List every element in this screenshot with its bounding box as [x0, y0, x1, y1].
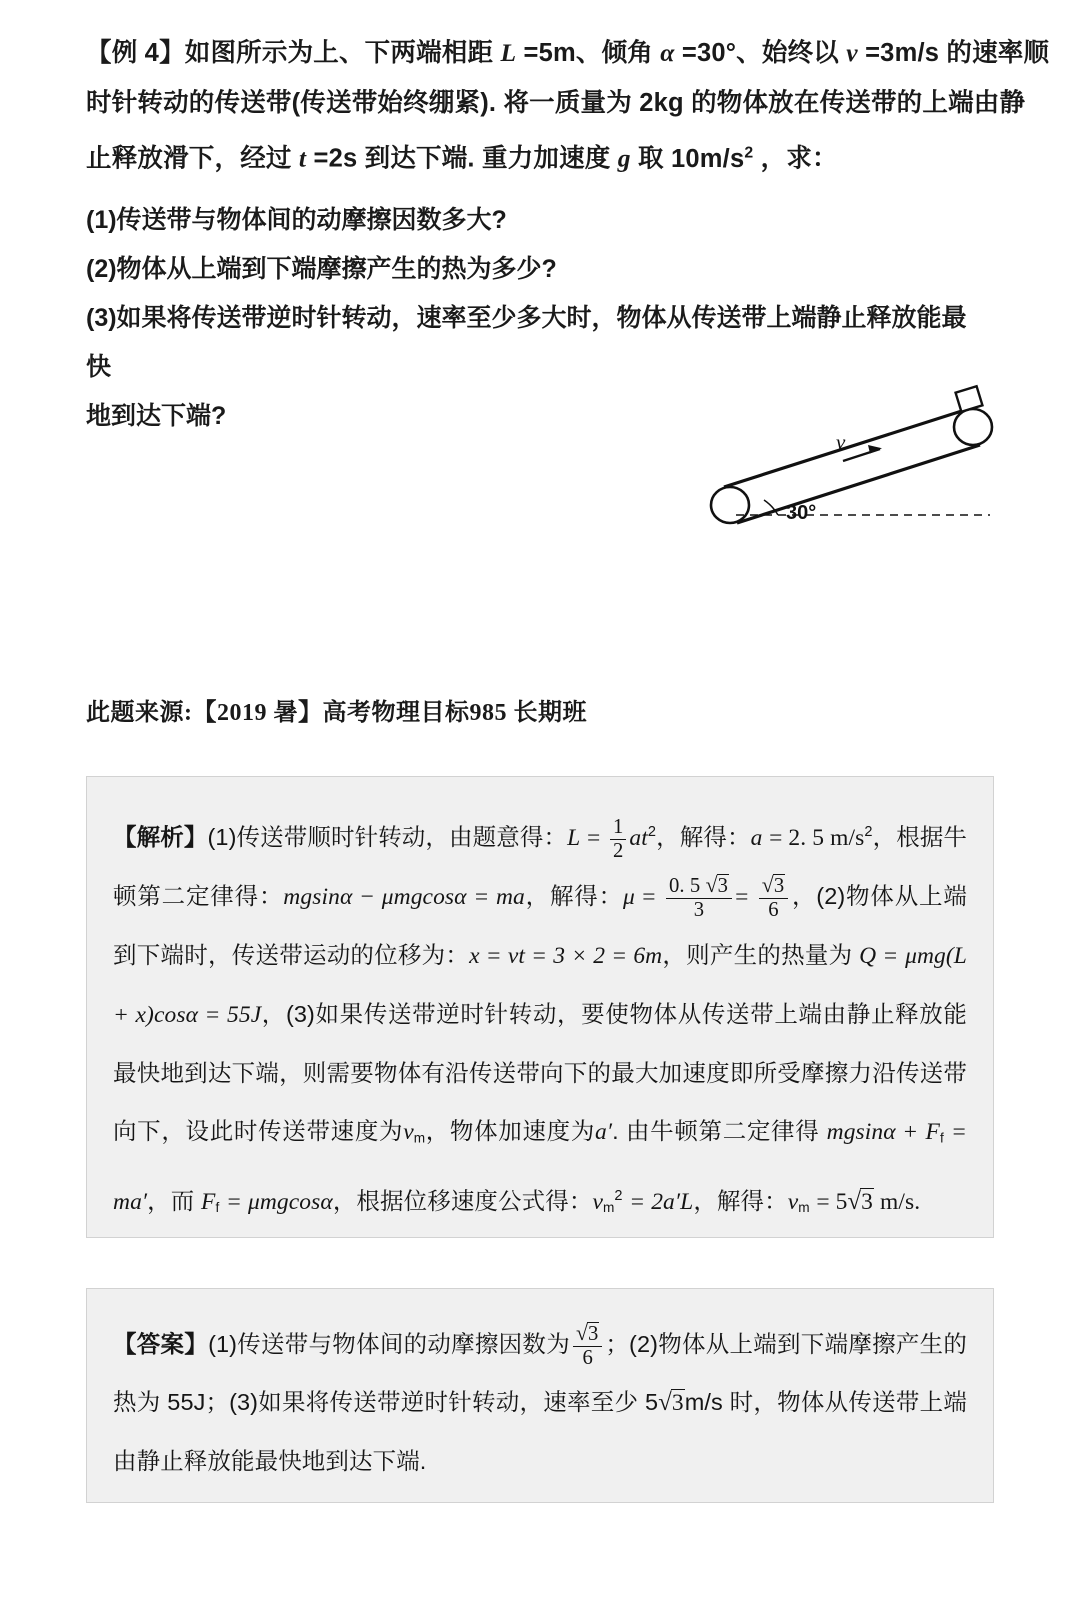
solution-seg-11: 释放能最快地到达下端，则需要物体有沿传送带向下的最大加速度即所受摩擦力沿: [113, 1000, 967, 1086]
answer-label: 【答案】: [113, 1331, 209, 1357]
solution-label: 【解析】: [113, 823, 208, 850]
solution-seg-21: ，解得：: [693, 1188, 788, 1215]
solution-seg-2: ，解得：: [656, 823, 751, 850]
solution-seg-12: 传送带向下，设此时传送带速度为: [113, 1059, 967, 1144]
conveyor-belt-figure: [690, 372, 1010, 537]
problem-line-1: 【例 4】如图所示为上、下两端相距 L =5m、倾角 α =30°、始终以 v =3m/s 的速率顺: [86, 38, 1050, 67]
solution-seg-1: (1)传送带顺时针转动，由题意得：: [207, 823, 568, 850]
answer-seg-4: m/s 时，物体从传送带上: [684, 1389, 944, 1415]
fraction-answer-mu: $\frac{√3}{6}$: [573, 1321, 602, 1370]
eq-mgsin-alpha: mgsinα +: [826, 1118, 919, 1145]
conveyor-belt-diagram: [690, 372, 1010, 537]
solution-seg-13: ，物体加速度为: [425, 1117, 596, 1144]
solution-seg-17: ，而: [147, 1188, 195, 1215]
problem-line-3: 止释放滑下，经过 t =2s 到达下端. 重力加速度 g 取 $10m/s^2$ ，求：: [86, 143, 838, 173]
solution-seg-14: . 由牛顿第二定律得: [612, 1117, 820, 1144]
answer-seg-3: 的热为 55J；(3)如果将传送带逆时针转动，速率至少 5: [113, 1331, 967, 1415]
eq-newton-second-law: mgsinα − μmgcosα = ma: [283, 883, 525, 910]
eq-heat-value: μmg(L + x)cosα = 55J: [113, 942, 967, 1028]
solution-seg-8: ，则产生的热量为: [662, 941, 853, 968]
sub-question-2: (2)物体从上端到下端摩擦产生的热为多少?: [86, 254, 557, 283]
sqrt-3-answer: √3: [658, 1389, 684, 1416]
solution-box: [86, 776, 994, 1238]
problem-line-2: 时针转动的传送带(传送带始终绷紧). 将一质量为 2kg 的物体放在传送带的上端由静: [86, 89, 1026, 117]
solution-seg-7: 从上端到下端时，传送带运动的位移为：: [113, 882, 967, 968]
fraction-mu-value-1: $\frac{0. 5 √3}{3}$: [666, 873, 732, 922]
problem-label: 【例 4】: [86, 39, 185, 67]
lower-pulley-icon: [711, 487, 749, 523]
sqrt-3-solution: √3: [847, 1188, 874, 1216]
answer-text: [113, 1315, 967, 1490]
source-line: 此题来源:【2019 暑】高考物理目标985 长期班: [86, 700, 587, 726]
answer-box: [86, 1288, 994, 1503]
solution-seg-6: ，(2)物体: [791, 882, 895, 909]
answer-seg-2: ；(2)物体从上端到下端摩擦产生: [605, 1331, 944, 1357]
answer-seg-1: (1)传送带与物体间的动摩擦因数为: [208, 1331, 570, 1357]
fraction-one-half: $\frac{1}{2}$: [610, 816, 626, 863]
solution-seg-10: ，(3)如果传送带逆时针转动，要使物体从传送带上端由静止: [261, 1000, 896, 1027]
eq-heat-symbol: Q =: [859, 942, 899, 969]
angle-label: 30°: [786, 502, 817, 524]
sub-question-3: (3)如果将传送带逆时针转动，速率至少多大时，物体从传送带上端静止释放能最快 地到达下端?: [86, 303, 967, 430]
solution-seg-3: ，根: [872, 823, 920, 850]
fraction-mu-value-2: $\frac{√3}{6}$: [759, 873, 788, 922]
upper-pulley-icon: [954, 409, 992, 445]
block-object-icon: [956, 386, 983, 412]
velocity-label: v: [836, 430, 846, 454]
eq-belt-displacement: x = vt = 3 × 2 = 6m: [469, 942, 663, 969]
solution-seg-20: ，根据位移速度公式得：: [332, 1188, 593, 1215]
solution-seg-4: 据牛顿第二定律得：: [113, 823, 968, 909]
belt-top-line: [724, 409, 968, 487]
solution-seg-5: ，解得：: [524, 882, 623, 909]
sub-question-1: (1)传送带与物体间的动摩擦因数多大?: [86, 205, 507, 234]
answer-seg-5: 端由静止释放能最快地到达下端.: [113, 1389, 967, 1474]
solution-text: 【解析】(1)传送带顺时针转动，由题意得：L = $\frac{1}{2}$ $at^2$，解得：a = 2. 5 $m/s^2$，根据牛顿第二定律得：mgsinα − μmgcosα = ma，解得：μ = $\frac{0. 5 √3}{3}$ = $\frac{√3}{6}$ ，(2)物体从上端到下端时，传送带运动的位移为：x = vt = 3 × 2 = 6m，则产生的热量为 Q = μmg(L + x)cosα = 55J，(3)如果传送带逆时针转动，要使物体从传送带上端由静止释放能最快地到达下端，则需要物体有沿传送带向下的最大加速度即所受摩擦力沿传送带向下，设此时传送带速度为$v_m$，物体加速度为a′. 由牛顿第二定律得 $mgsin\alpha + F_f = ma'$，而 $F_f = \mu mgcos\alpha$，根据位移速度公式得：$v_m^2 = 2a'L$，解得：$v_m = 5√3$ m/s.: [113, 803, 967, 1237]
